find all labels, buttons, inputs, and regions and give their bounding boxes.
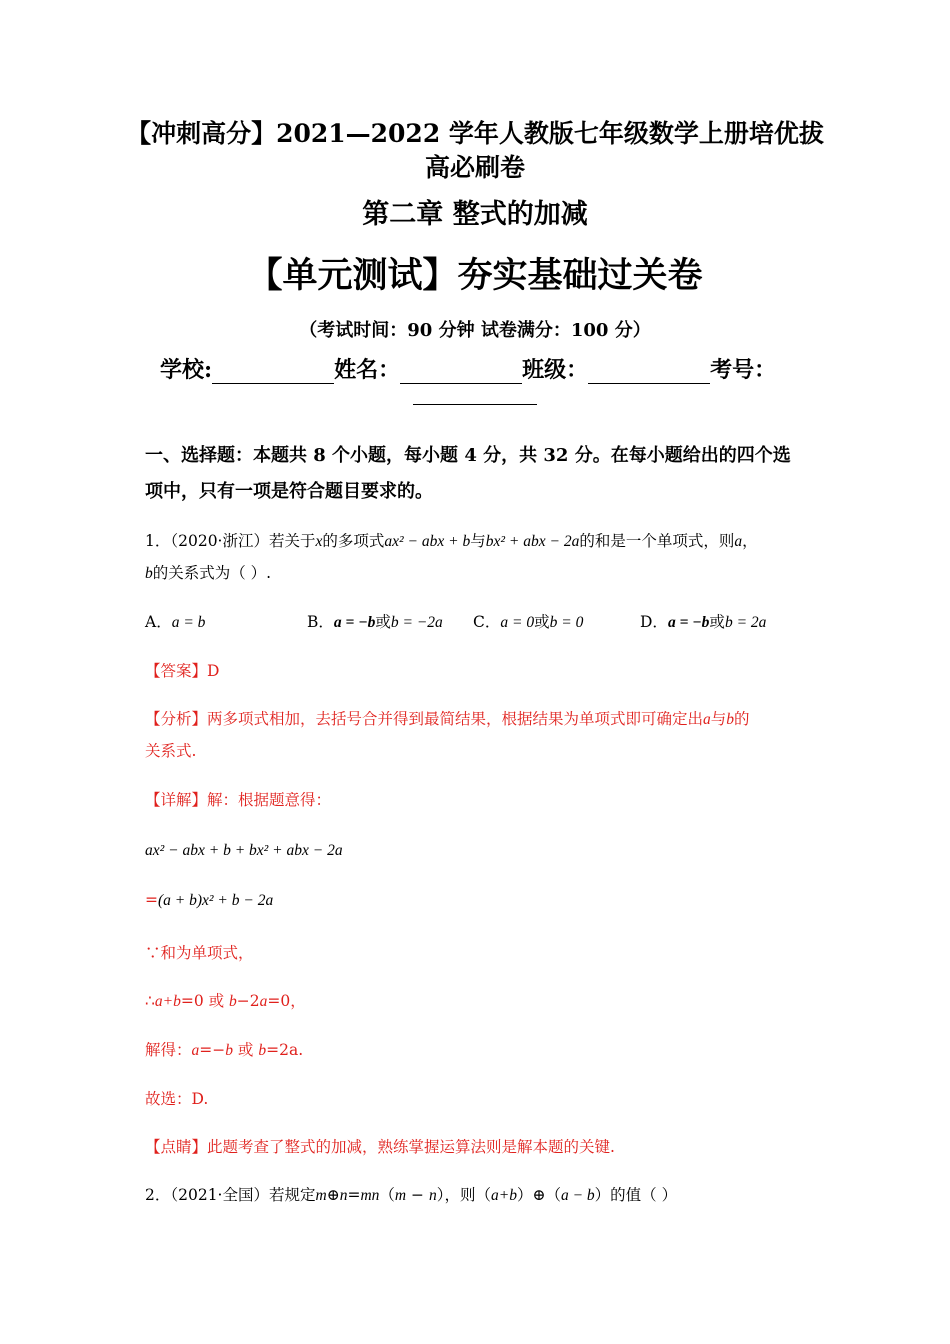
q1-mid2: 与: [470, 532, 486, 550]
q1-prefix: 1．（2020·浙江）若关于: [145, 532, 316, 550]
unit-test-title: 【单元测试】夯实基础过关卷: [247, 255, 703, 296]
exam-no-blank: [413, 404, 537, 405]
school-blank: [212, 361, 334, 384]
option-c: C．a = 0或b = 0: [473, 613, 584, 631]
question-1-line-2: [145, 558, 815, 589]
option-a: A．a = b: [145, 613, 206, 631]
q1-answer: 【答案】D: [145, 662, 220, 680]
q1-step-2: =(a + b)x² + b − 2a: [145, 891, 274, 909]
option-d: D．a = −b或b = 2a: [640, 613, 767, 631]
q1-because: ∵和为单项式，: [145, 944, 254, 962]
name-blank: [400, 361, 522, 384]
class-blank: [588, 361, 710, 384]
section-heading-line-1: 一、选择题：本题共 8 个小题，每小题 4 分，共 32 分。在每小题给出的四个选: [145, 445, 791, 466]
title-line-2: 高必刷卷: [424, 153, 525, 182]
section-heading: [145, 438, 815, 510]
school-label: 学校:: [160, 357, 213, 383]
section-heading-line-2: 项中，只有一项是符合题目要求的。: [145, 481, 433, 502]
q1-line2-text: 的关系式为（ ）.: [152, 564, 272, 582]
question-2: 2．（2021·全国）若规定m⊕n=mn（m − n），则（a+b）⊕（a − b）的值（ ）: [145, 1186, 678, 1204]
q1-mid3: 的和是一个单项式，则: [579, 532, 735, 550]
exam-info: （考试时间：90 分钟 试卷满分：100 分）: [299, 320, 651, 341]
name-label: 姓名：: [334, 357, 401, 383]
q1-mid1: 的多项式: [322, 532, 385, 550]
student-info-row: [160, 353, 800, 384]
q1-var-a: a: [734, 533, 743, 550]
q1-var-b: b: [145, 565, 153, 582]
q1-solve: 解得：a=−b 或 b=2a.: [145, 1041, 304, 1059]
q1-therefore: ∴a+b=0 或 b−2a=0，: [145, 992, 306, 1010]
q1-analysis-line-1: 【分析】两多项式相加，去括号合并得到最简结果，根据结果为单项式即可确定出a与b的: [145, 710, 750, 728]
q1-poly1: ax² − abx + b: [384, 533, 471, 550]
q1-analysis-line-2: 关系式.: [145, 742, 197, 760]
title-line-1: 【冲刺高分】2021—2022 学年人教版七年级数学上册培优拔: [126, 119, 824, 148]
q1-detail: 【详解】解：根据题意得：: [145, 791, 332, 809]
q1-choose: 故选：D.: [145, 1090, 209, 1108]
document-title: [100, 117, 850, 185]
q1-poly2: bx² + abx − 2a: [485, 533, 580, 550]
option-b: B．a = −b或b = −2a: [307, 613, 443, 631]
class-label: 班级：: [522, 357, 589, 383]
exam-no-label: 考号：: [710, 357, 777, 383]
q1-comma: ，: [742, 532, 758, 550]
q1-step-1: ax² − abx + b + bx² + abx − 2a: [145, 842, 343, 859]
chapter-title: 第二章 整式的加减: [362, 199, 588, 230]
question-1-options: [145, 607, 815, 637]
question-1-line-1: [145, 526, 815, 557]
q1-comment: 【点睛】此题考查了整式的加减，熟练掌握运算法则是解本题的关键.: [145, 1138, 615, 1156]
q1-var-x: x: [315, 533, 323, 550]
